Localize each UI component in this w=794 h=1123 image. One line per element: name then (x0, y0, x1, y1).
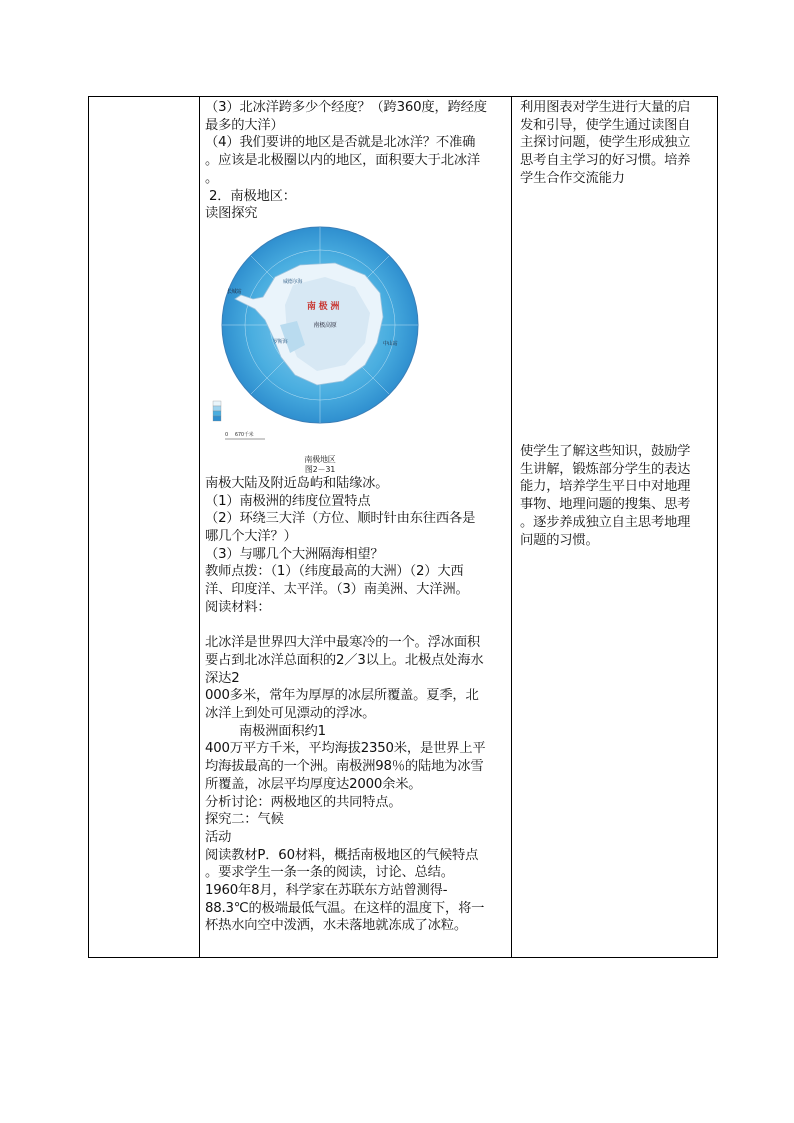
text-line: 南极洲面积约1 (239, 723, 326, 739)
design-intent-block (520, 443, 690, 549)
text-line: 深达2 (205, 670, 240, 686)
text-line: （4）我们要讲的地区是否就是北冰洋？不准确 (205, 135, 476, 151)
text-line: 问题的习惯。 (520, 532, 599, 548)
text-line: （1）南极洲的纬度位置特点 (205, 493, 371, 509)
text-line: 000多米，常年为厚厚的冰层所覆盖。夏季，北 (205, 688, 479, 704)
antarctica-map (205, 225, 435, 455)
text-line: 要占到北冰洋总面积的2／3以上。北极点处海水 (205, 652, 484, 668)
teaching-content-cell (205, 99, 507, 935)
text-line: 北冰洋是世界四大洋中最寒冷的一个。浮冰面积 (205, 635, 481, 651)
text-line: 探究二：气候 (205, 812, 284, 828)
text-line: 读图探究 (205, 206, 258, 222)
column-divider (511, 97, 512, 957)
text-line: 事物、地理问题的搜集、思考 (520, 497, 691, 513)
text-line: 。要求学生一条一条的阅读，讨论、总结。 (205, 865, 454, 881)
text-line: （3）北冰洋跨多少个经度？（跨360度，跨经度 (205, 100, 487, 115)
map-title: 南极地区 (304, 454, 336, 464)
text-line: 。应该是北极圈以内的地区，面积要大于北冰洋 (205, 153, 481, 169)
station-label: 长城站 (227, 288, 242, 295)
design-intent-cell (520, 99, 710, 548)
text-line: 哪几个大洋？） (205, 529, 297, 545)
text-line: 主探讨问题，使学生形成独立 (520, 135, 691, 151)
column-divider (199, 97, 200, 957)
text-line: 分析讨论：两极地区的共同特点。 (205, 794, 402, 810)
text-line: 能力，培养学生平日中对地理 (520, 479, 691, 495)
text-line: 生讲解，锻炼部分学生的表达 (520, 461, 691, 477)
legend (213, 401, 221, 421)
text-line: 400万平方千米，平均海拔2350米，是世界上平 (205, 741, 486, 757)
scale-text: 0 670千米 (225, 431, 254, 438)
text-line: 思考自主学习的好习惯。培养 (520, 153, 691, 169)
text-line: 1960年8月，科学家在苏联东方站曾测得- (205, 883, 448, 899)
antarctica-map-figure (205, 225, 435, 455)
text-line: 冰洋上到处可见漂动的浮冰。 (205, 706, 376, 722)
spacer (205, 617, 507, 635)
text-line: （3）与哪几个大洲隔海相望？ (205, 546, 384, 562)
text-line: 洋、印度洋、太平洋。（3）南美洲、大洋洲。 (205, 582, 469, 598)
text-line: 杯热水向空中泼洒，水未落地就冻成了冰粒。 (205, 918, 467, 934)
text-line: 使学生了解这些知识，鼓励学 (520, 444, 691, 459)
text-line: 利用图表对学生进行大量的启 (520, 100, 691, 115)
section-heading: 2．南极地区： (205, 188, 296, 204)
text-line: 发和引导，使学生通过读图自 (520, 117, 691, 133)
text-line: 最多的大洋） (205, 117, 284, 133)
text-line: 阅读教材P．60材料，概括南极地区的气候特点 (205, 847, 479, 863)
text-line: 。 (205, 170, 219, 186)
text-line: 88.3℃的极端最低气温。在这样的温度下，将一 (205, 900, 485, 916)
continent-label: 南 极 洲 (306, 301, 340, 312)
figure-number: 图2－31 (304, 464, 336, 474)
text-line: 。逐步养成独立自主思考地理 (520, 514, 691, 530)
sea-label: 威德尔海 (283, 278, 303, 285)
text-line: （2）环绕三大洋（方位、顺时针由东往西各是 (205, 511, 476, 527)
text-line: 所覆盖，冰层平均厚度达2000余米。 (205, 776, 422, 792)
text-line: 活动 (205, 829, 232, 845)
plateau-label: 南极高原 (313, 321, 337, 329)
text-line: 南极大陆及附近岛屿和陆缘冰。 (205, 475, 389, 491)
station-label: 中山站 (383, 340, 398, 347)
text-line: 学生合作交流能力 (520, 170, 625, 186)
text-line: 教师点拨：（1）（纬度最高的大洲）（2）大西 (205, 564, 464, 580)
text-line: 阅读材料： (205, 599, 271, 615)
lesson-table (88, 96, 718, 958)
sea-label: 罗斯海 (273, 338, 288, 345)
text-line: 均海拔最高的一个洲。南极洲98％的陆地为冰雪 (205, 759, 484, 775)
